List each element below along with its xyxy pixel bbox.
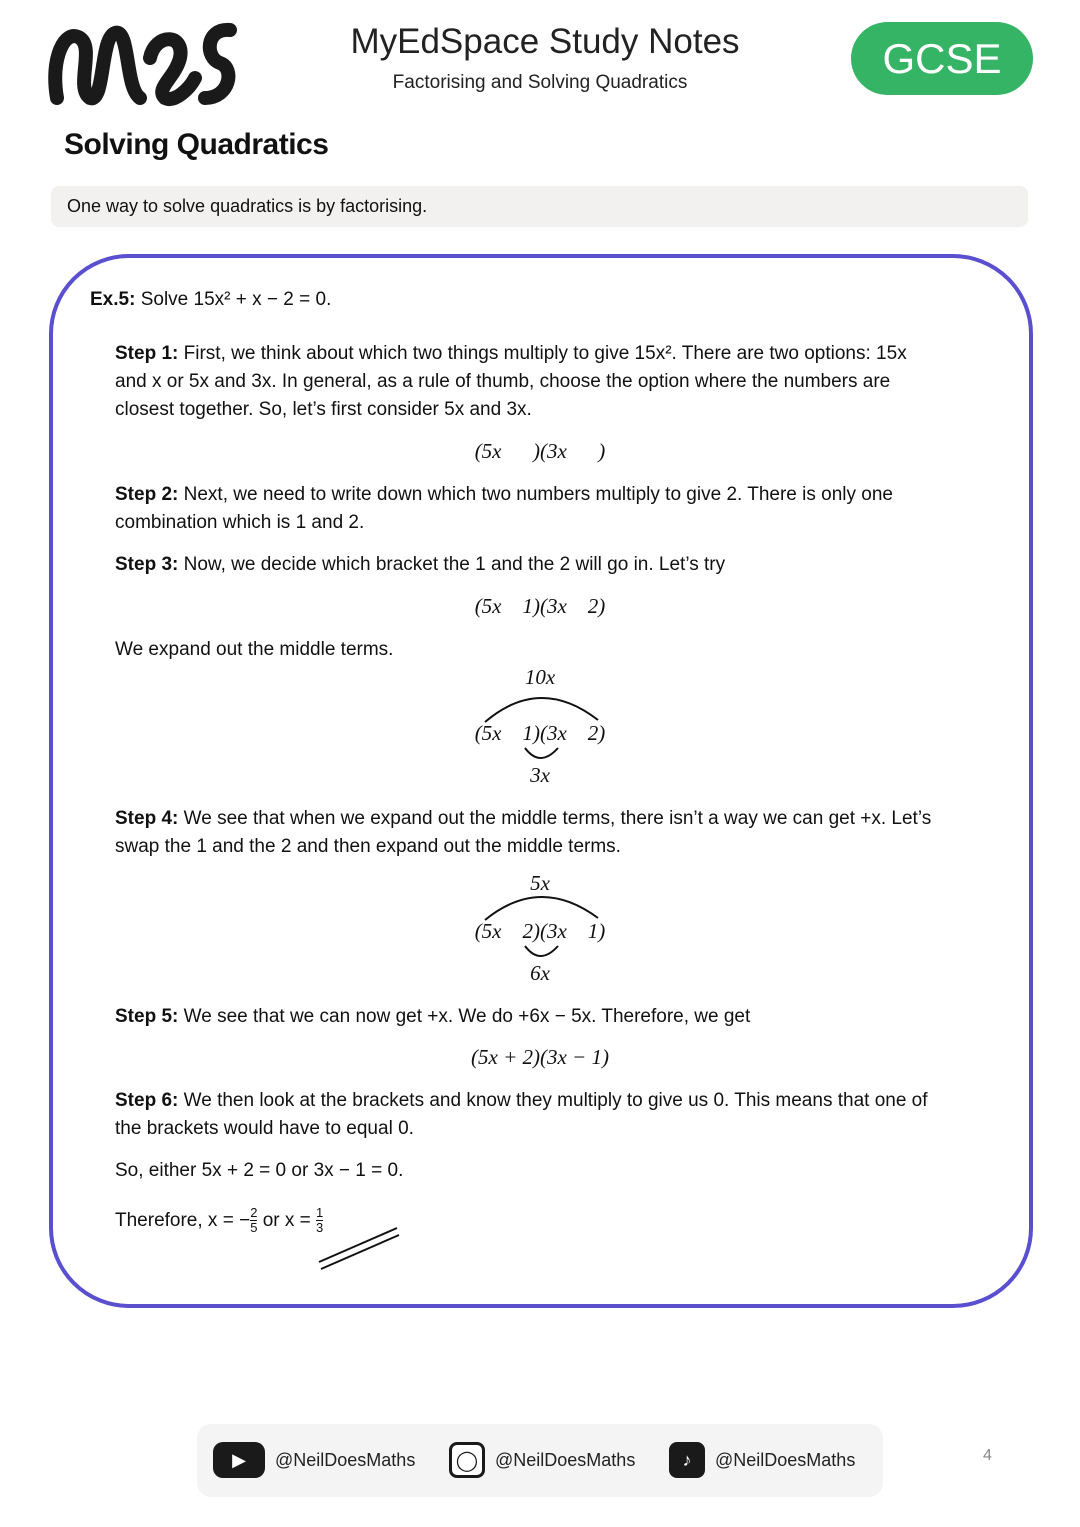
step-text: First, we think about which two things multiply to give 15x². There are two options: 15x [183,343,907,364]
step1-line2: and x or 5x and 3x. In general, as a rule of thumb, choose the option where the numbers are [115,371,891,392]
step1-line3: closest together. So, let’s first consider 5x and 3x. [115,399,532,420]
instagram-link[interactable] [449,1442,635,1478]
page-number: 4 [983,1447,992,1464]
step-label: Step 4: [115,808,179,829]
step6-line2: the brackets would have to equal 0. [115,1118,414,1139]
doc-subtitle: Factorising and Solving Quadratics [392,72,688,93]
step-text: Now, we decide which bracket the 1 and the 2 will go in. Let’s try [183,554,726,575]
answer-prefix: Therefore, x = − [115,1209,251,1231]
question-text: Solve 15x² + x − 2 = 0. [140,289,332,310]
step-text: We see that we can now get +x. We do +6x − 5x. Therefore, we get [183,1006,751,1027]
double-underline [315,1222,405,1272]
step4-line2: swap the 1 and the 2 and then expand out the middle terms. [115,836,621,857]
step5 [115,1003,750,1031]
diagram1-inner-label: 3x [530,763,550,787]
answer-mid: or x = [257,1209,317,1231]
diagram1-expression: (5x 1)(3x 2) [474,721,606,745]
denominator: 3 [316,1220,324,1235]
social-footer [197,1424,883,1497]
gcse-badge: GCSE [851,22,1033,95]
step4 [115,805,931,833]
fraction-1 [250,1206,257,1235]
tiktok-icon: ♪ [669,1442,705,1478]
numerator: 2 [250,1205,258,1220]
step-label: Step 5: [115,1006,179,1027]
equation-2: (5x 1)(3x 2) [474,594,606,618]
step-label: Step 1: [115,343,179,364]
intro-text: One way to solve quadratics is by factorising. [67,196,428,216]
step-label: Step 6: [115,1090,179,1111]
step2-line2: combination which is 1 and 2. [115,512,365,533]
section-title: Solving Quadratics [64,128,329,161]
instagram-icon: ◯ [449,1442,485,1478]
tiktok-link[interactable] [669,1442,855,1478]
numerator: 1 [316,1205,324,1220]
equation-3: (5x + 2)(3x − 1) [471,1045,609,1069]
step1 [115,340,907,368]
example-label: Ex.5: [90,289,136,310]
step2 [115,481,893,509]
youtube-handle: @NeilDoesMaths [275,1449,416,1470]
step-text: We then look at the brackets and know they multiply to give us 0. This means that one of [183,1090,928,1111]
final-answer [115,1206,323,1235]
denominator: 5 [250,1220,258,1235]
step-text: We see that when we expand out the middle terms, there isn’t a way we can get +x. Let’s [183,808,932,829]
step6 [115,1087,928,1115]
diagram2-inner-label: 6x [530,961,550,985]
youtube-link[interactable] [213,1442,415,1478]
expand-text: We expand out the middle terms. [115,639,394,660]
example-question [90,286,331,314]
diagram2-outer-label: 5x [530,871,550,895]
tiktok-handle: @NeilDoesMaths [715,1449,856,1470]
step-label: Step 2: [115,484,179,505]
doc-title: MyEdSpace Study Notes [350,22,740,61]
step-label: Step 3: [115,554,179,575]
instagram-handle: @NeilDoesMaths [495,1449,636,1470]
step-text: Next, we need to write down which two numbers multiply to give 2. There is only one [183,484,893,505]
step3 [115,551,725,579]
diagram2-expression: (5x 2)(3x 1) [474,919,606,943]
youtube-icon: ▶ [213,1442,265,1478]
intro-callout [51,186,1028,227]
equation-1: (5x )(3x ) [474,439,606,463]
either-line: So, either 5x + 2 = 0 or 3x − 1 = 0. [115,1160,404,1181]
diagram1-outer-label: 10x [524,665,556,689]
